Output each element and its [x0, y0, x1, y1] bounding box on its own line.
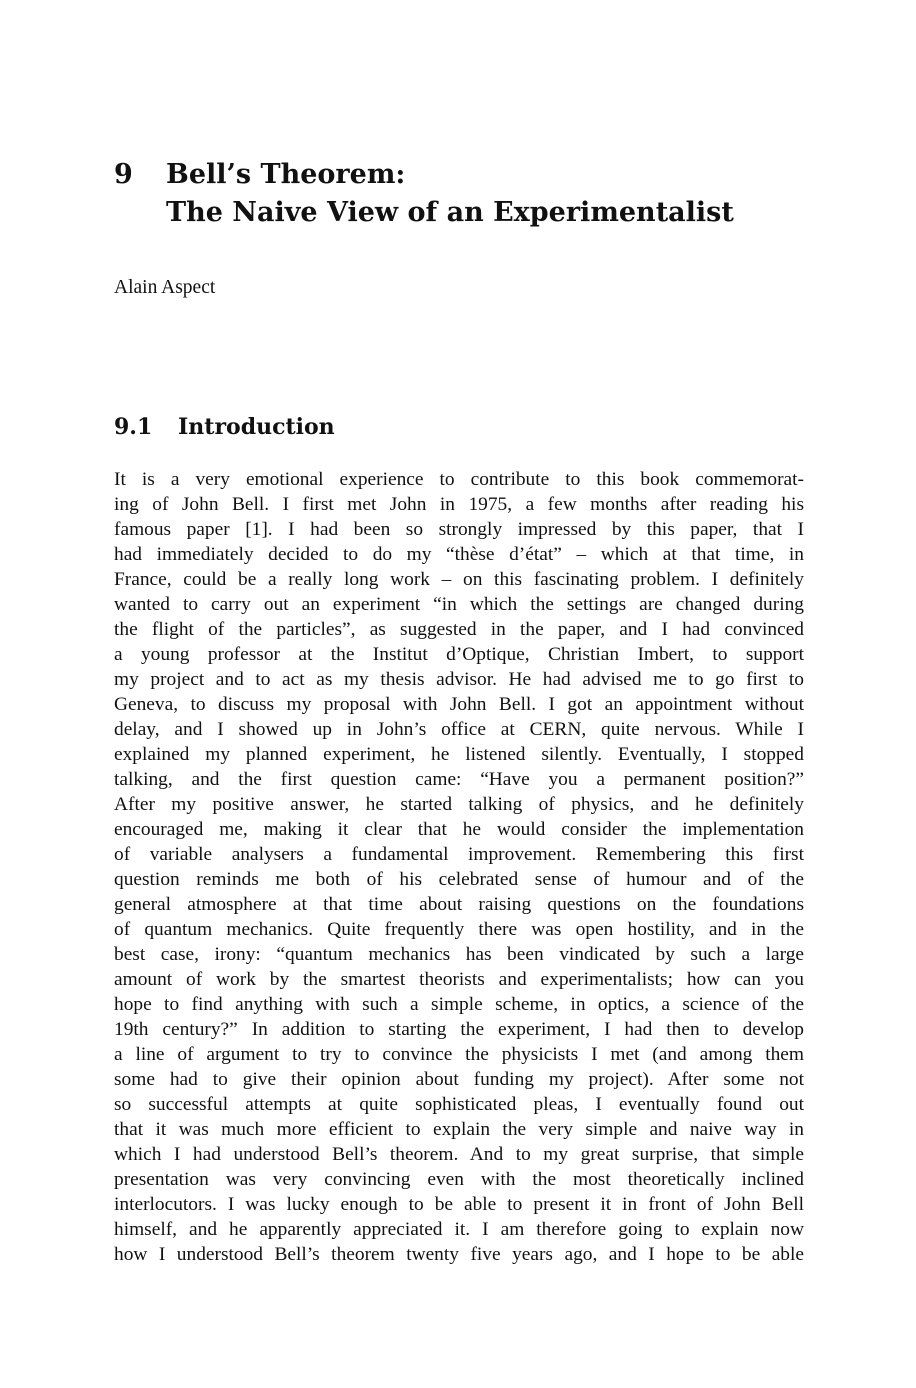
paragraph-line: general atmosphere at that time about raising questions on the foundations [114, 894, 804, 915]
paragraph-line: had immediately decided to do my “thèse d’état” – which at that time, in [114, 544, 804, 565]
paragraph-line: presentation was very convincing even with the most theoretically inclined [114, 1169, 804, 1190]
paragraph-line: himself, and he apparently appreciated it. I am therefore going to explain now [114, 1219, 804, 1240]
introduction-paragraph [114, 467, 804, 1267]
paragraph-line: the flight of the particles”, as suggested in the paper, and I had convinced [114, 619, 804, 640]
section-heading [114, 412, 335, 442]
section-title: Introduction [178, 414, 335, 440]
paragraph-line: interlocutors. I was lucky enough to be able to present it in front of John Bell [114, 1194, 804, 1215]
paragraph-line: of quantum mechanics. Quite frequently there was open hostility, and in the [114, 919, 804, 940]
paragraph-line: how I understood Bell’s theorem twenty five years ago, and I hope to be able [114, 1244, 804, 1265]
paragraph-line: France, could be a really long work – on this fascinating problem. I definitely [114, 569, 804, 590]
chapter-title [166, 156, 734, 232]
paragraph-line: which I had understood Bell’s theorem. And to my great surprise, that simple [114, 1144, 804, 1165]
section-number: 9.1 [114, 414, 153, 440]
paragraph-line: 19th century?” In addition to starting the experiment, I had then to develop [114, 1019, 804, 1040]
paragraph-line: a line of argument to try to convince the physicists I met (and among them [114, 1044, 804, 1065]
paragraph-line: some had to give their opinion about funding my project). After some not [114, 1069, 804, 1090]
paragraph-line: wanted to carry out an experiment “in which the settings are changed during [114, 594, 804, 615]
paragraph-line: explained my planned experiment, he listened silently. Eventually, I stopped [114, 744, 804, 765]
chapter-title-line-1: Bell’s Theorem: [166, 159, 406, 190]
paragraph-line: delay, and I showed up in John’s office at CERN, quite nervous. While I [114, 719, 804, 740]
paragraph-line: a young professor at the Institut d’Optique, Christian Imbert, to support [114, 644, 804, 665]
paragraph-line: that it was much more efficient to explain the very simple and naive way in [114, 1119, 804, 1140]
paragraph-line: encouraged me, making it clear that he would consider the implementation [114, 819, 804, 840]
paragraph-line: question reminds me both of his celebrated sense of humour and of the [114, 869, 804, 890]
chapter-number: 9 [114, 159, 133, 190]
paragraph-line: talking, and the first question came: “Have you a permanent position?” [114, 769, 804, 790]
paragraph-line: ing of John Bell. I first met John in 1975, a few months after reading his [114, 494, 804, 515]
paragraph-line: hope to find anything with such a simple scheme, in optics, a science of the [114, 994, 804, 1015]
paragraph-line: It is a very emotional experience to contribute to this book commemorat- [114, 469, 804, 490]
paragraph-line: famous paper [1]. I had been so strongly impressed by this paper, that I [114, 519, 804, 540]
paragraph-line: amount of work by the smartest theorists and experimentalists; how can you [114, 969, 804, 990]
paragraph-line: best case, irony: “quantum mechanics has been vindicated by such a large [114, 944, 804, 965]
paragraph-line: Geneva, to discuss my proposal with John Bell. I got an appointment without [114, 694, 804, 715]
chapter-title-line-2: The Naive View of an Experimentalist [166, 197, 734, 228]
paragraph-line: After my positive answer, he started talking of physics, and he definitely [114, 794, 804, 815]
paragraph-line: so successful attempts at quite sophisticated pleas, I eventually found out [114, 1094, 804, 1115]
chapter-heading [114, 156, 834, 232]
author-name: Alain Aspect [114, 277, 216, 298]
paragraph-line: of variable analysers a fundamental improvement. Remembering this first [114, 844, 804, 865]
paragraph-line: my project and to act as my thesis advisor. He had advised me to go first to [114, 669, 804, 690]
